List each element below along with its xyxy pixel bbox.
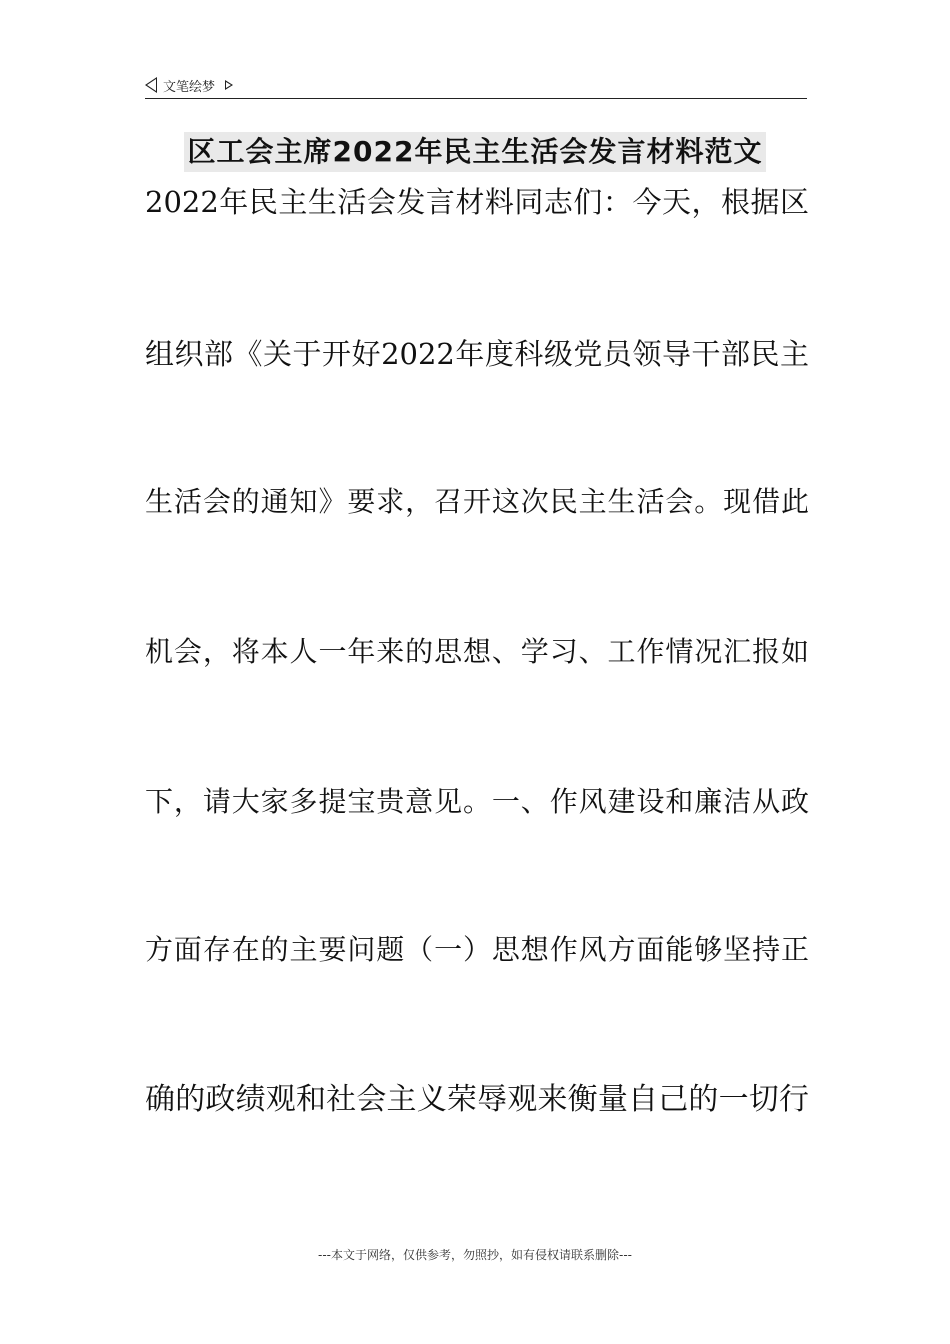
header-brand: 文笔绘梦 [163, 79, 216, 95]
footer-notice: ---本文于网络，仅供参考，勿照抄，如有侵权请联系删除--- [318, 1248, 632, 1262]
body-line-3: 生活会的通知》要求，召开这次民主生活会。现借此 [145, 485, 809, 518]
triangle-left-icon [145, 77, 157, 93]
body-line-4: 机会，将本人一年来的思想、学习、工作情况汇报如 [145, 635, 809, 668]
body-line-7: 确的政绩观和社会主义荣辱观来衡量自己的一切行 [145, 1082, 809, 1117]
triangle-right-icon [225, 80, 233, 90]
page-header [145, 72, 807, 99]
body-line-2: 组织部《关于开好2022年度科级党员领导干部民主 [145, 337, 809, 371]
document-title: 区工会主席2022年民主生活会发言材料范文 [184, 132, 767, 172]
title-container [0, 132, 950, 172]
body-line-5: 下，请大家多提宝贵意见。一、作风建设和廉洁从政 [145, 785, 809, 818]
body-line-6: 方面存在的主要问题（一）思想作风方面能够坚持正 [145, 933, 809, 966]
body-line-1: 2022年民主生活会发言材料同志们：今天，根据区 [145, 185, 809, 219]
